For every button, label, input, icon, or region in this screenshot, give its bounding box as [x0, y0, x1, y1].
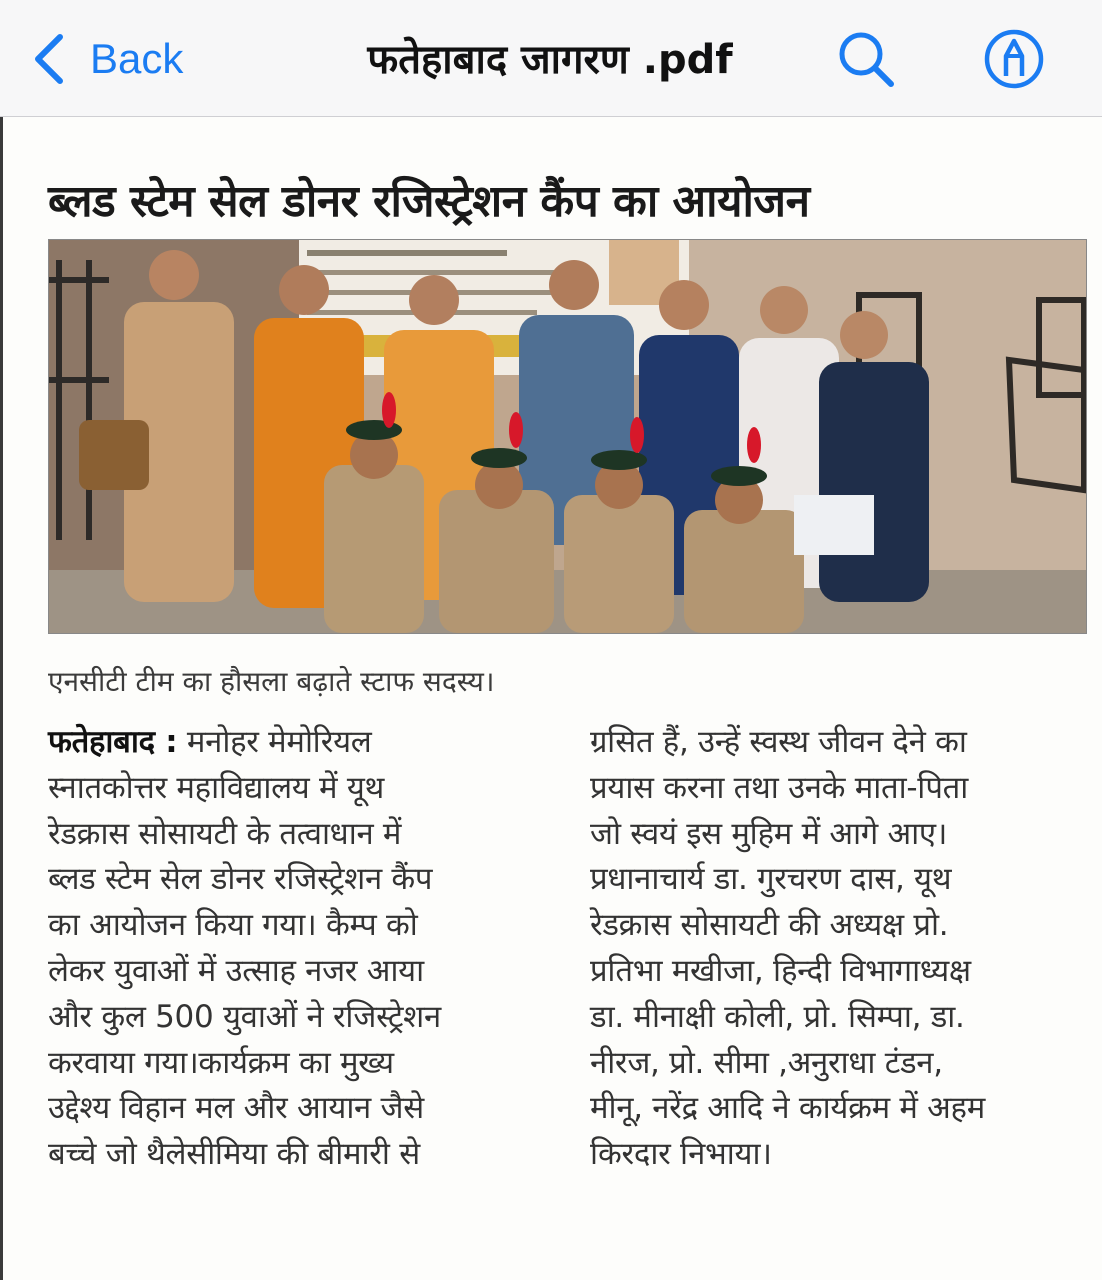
article-line-text: मनोहर मेमोरियल — [177, 724, 372, 760]
article-line: नीरज, प्रो. सीमा ,अनुराधा टंडन, — [590, 1044, 943, 1081]
article-line: डा. मीनाक्षी कोली, प्रो. सिम्पा, डा. — [590, 998, 965, 1035]
markup-pen-icon[interactable] — [982, 27, 1046, 91]
back-button[interactable] — [30, 30, 183, 88]
search-icon[interactable] — [834, 27, 898, 91]
nav-bar — [0, 0, 1102, 117]
article-line: प्रधानाचार्य डा. गुरचरण दास, यूथ — [590, 861, 952, 898]
page-border — [0, 117, 3, 1280]
back-label: Back — [90, 35, 184, 82]
article-line: प्रयास करना तथा उनके माता-पिता — [590, 769, 969, 806]
article-line: रेडक्रास सोसायटी के तत्वाधान में — [48, 815, 402, 852]
article-line: रेडक्रास सोसायटी की अध्यक्ष प्रो. — [590, 907, 949, 944]
article-line: ब्लड स्टेम सेल डोनर रजिस्ट्रेशन कैंप — [48, 861, 433, 898]
article-line: करवाया गया।कार्यक्रम का मुख्य — [48, 1044, 394, 1081]
group-photo-image — [49, 240, 1086, 633]
article-line: उद्देश्य विहान मल और आयान जैसे — [48, 1090, 424, 1127]
article-line: और कुल 500 युवाओं ने रजिस्ट्रेशन — [48, 998, 441, 1035]
article-line: ग्रसित हैं, उन्हें स्वस्थ जीवन देने का — [590, 724, 967, 760]
article-column-left — [48, 720, 441, 1178]
article-line: का आयोजन किया गया। कैम्प को — [48, 907, 418, 944]
article-line: लेकर युवाओं में उत्साह नजर आया — [48, 952, 424, 989]
article-line: मीनू, नरेंद्र आदि ने कार्यक्रम में अहम — [590, 1090, 985, 1127]
pdf-page[interactable] — [0, 117, 1102, 1280]
document-title: फतेहाबाद जागरण .pdf — [367, 37, 733, 83]
chevron-left-icon — [30, 31, 70, 87]
photo-caption: एनसीटी टीम का हौसला बढ़ाते स्टाफ सदस्य। — [48, 665, 495, 698]
article-line: किरदार निभाया। — [590, 1136, 772, 1173]
dateline: फतेहाबाद : — [48, 724, 178, 760]
article-line — [48, 720, 441, 766]
article-line: प्रतिभा मखीजा, हिन्दी विभागाध्यक्ष — [590, 952, 971, 989]
article-headline: ब्लड स्टेम सेल डोनर रजिस्ट्रेशन कैंप का आयोजन — [48, 176, 810, 227]
article-column-right — [590, 720, 985, 1178]
article-line: स्नातकोत्तर महाविद्यालय में यूथ — [48, 769, 385, 806]
article-line: जो स्वयं इस मुहिम में आगे आए। — [590, 815, 948, 852]
article-line: बच्चे जो थैलेसीमिया की बीमारी से — [48, 1136, 420, 1173]
article-photo — [48, 239, 1087, 634]
